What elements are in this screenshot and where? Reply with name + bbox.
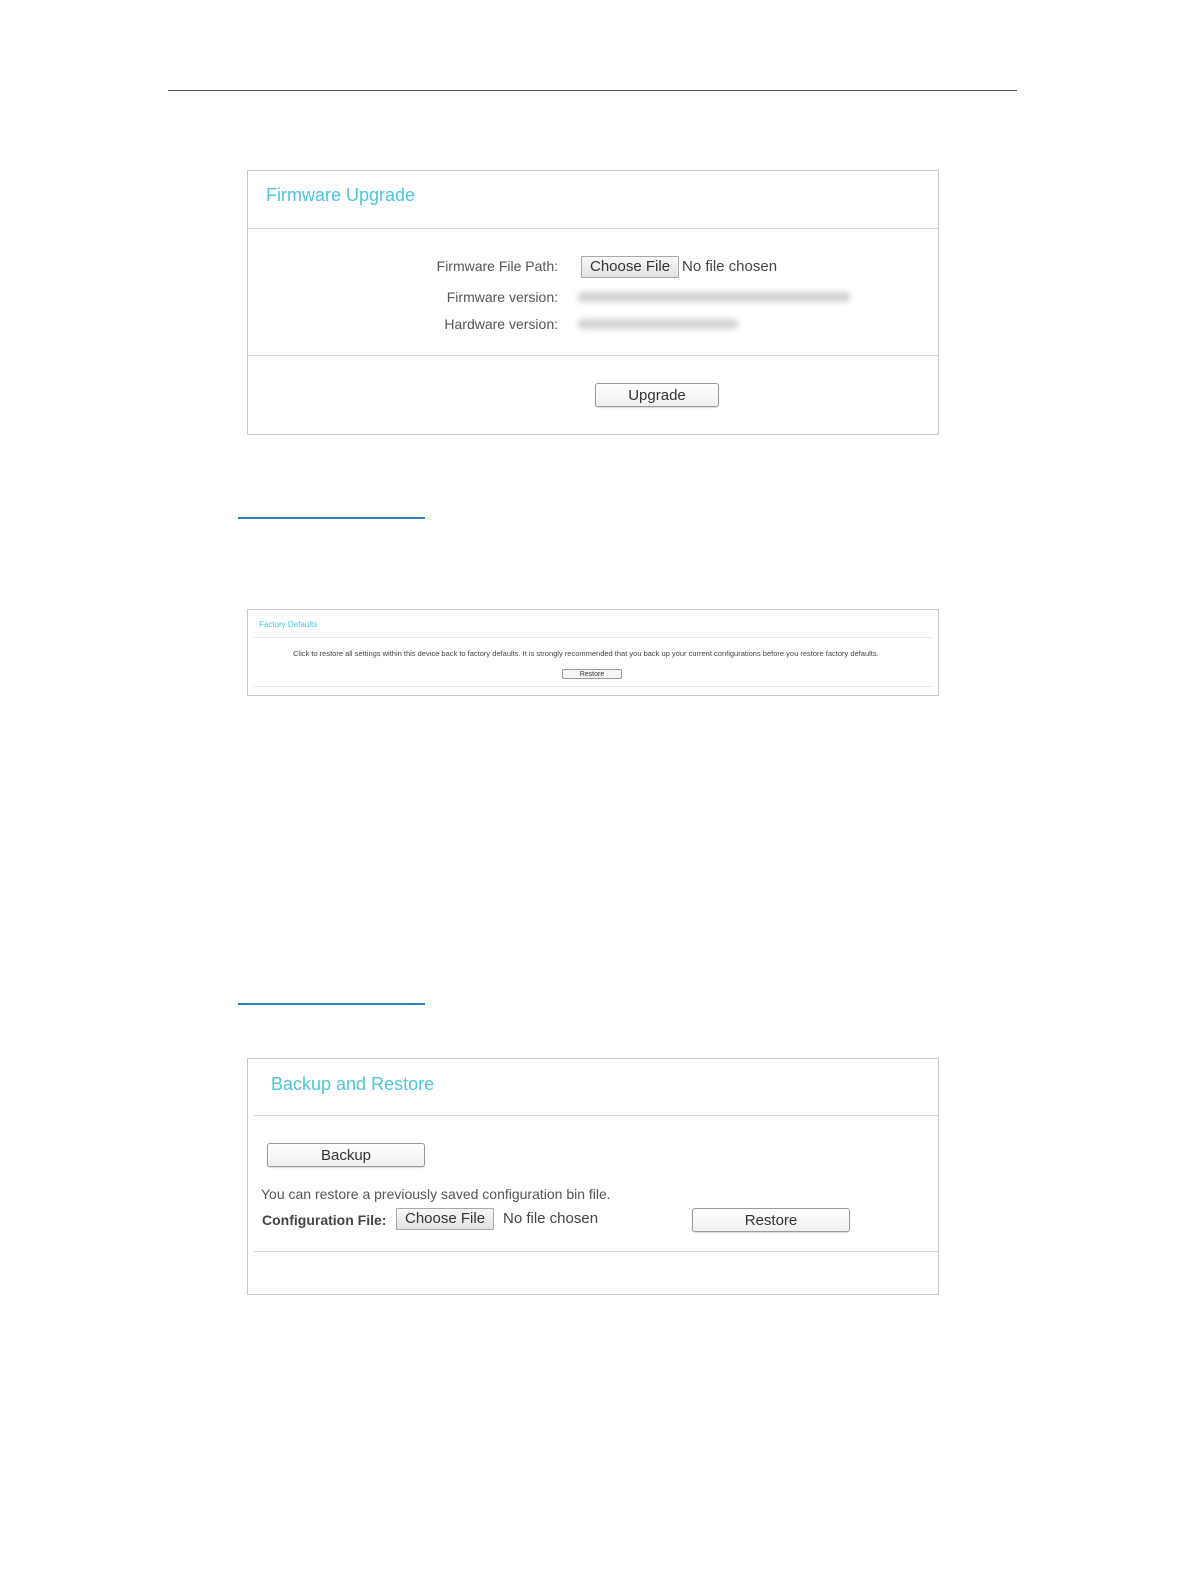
config-choose-file-button[interactable]: Choose File — [396, 1208, 494, 1230]
config-no-file-text: No file chosen — [503, 1210, 599, 1227]
firmware-no-file-text: No file chosen — [682, 258, 778, 275]
panel-divider — [254, 1115, 938, 1116]
backup-restore-title: Backup and Restore — [271, 1074, 435, 1094]
section-rule — [238, 517, 425, 519]
backup-restore-description: You can restore a previously saved configuration bin file. — [261, 1186, 611, 1202]
hardware-version-value — [578, 319, 738, 329]
panel-divider — [254, 637, 932, 638]
firmware-choose-file-button[interactable]: Choose File — [581, 256, 679, 278]
hardware-version-label: Hardware version: — [444, 316, 558, 332]
upgrade-button[interactable]: Upgrade — [595, 383, 719, 407]
factory-defaults-title: Factory Defaults — [259, 620, 318, 629]
config-restore-button[interactable]: Restore — [692, 1208, 850, 1232]
factory-defaults-description: Click to restore all settings within this device back to factory defaults. It is strongly recommended that you back up your current configurations before you restore factory defaults. — [293, 649, 879, 658]
firmware-version-label: Firmware version: — [446, 289, 558, 305]
panel-divider — [248, 355, 938, 356]
configuration-file-label: Configuration File: — [262, 1212, 387, 1228]
firmware-version-value — [578, 292, 850, 302]
section-rule — [238, 1003, 425, 1005]
panel-divider — [254, 1251, 938, 1252]
firmware-upgrade-title: Firmware Upgrade — [266, 185, 416, 205]
backup-restore-panel — [247, 1058, 939, 1295]
firmware-upgrade-panel — [247, 170, 939, 435]
factory-restore-button[interactable]: Restore — [562, 669, 622, 679]
firmware-file-path-label: Firmware File Path: — [436, 258, 558, 274]
backup-button[interactable]: Backup — [267, 1143, 425, 1167]
panel-divider — [254, 686, 932, 687]
panel-divider — [248, 228, 938, 229]
factory-defaults-panel — [247, 609, 939, 696]
page-header-rule — [168, 90, 1017, 91]
